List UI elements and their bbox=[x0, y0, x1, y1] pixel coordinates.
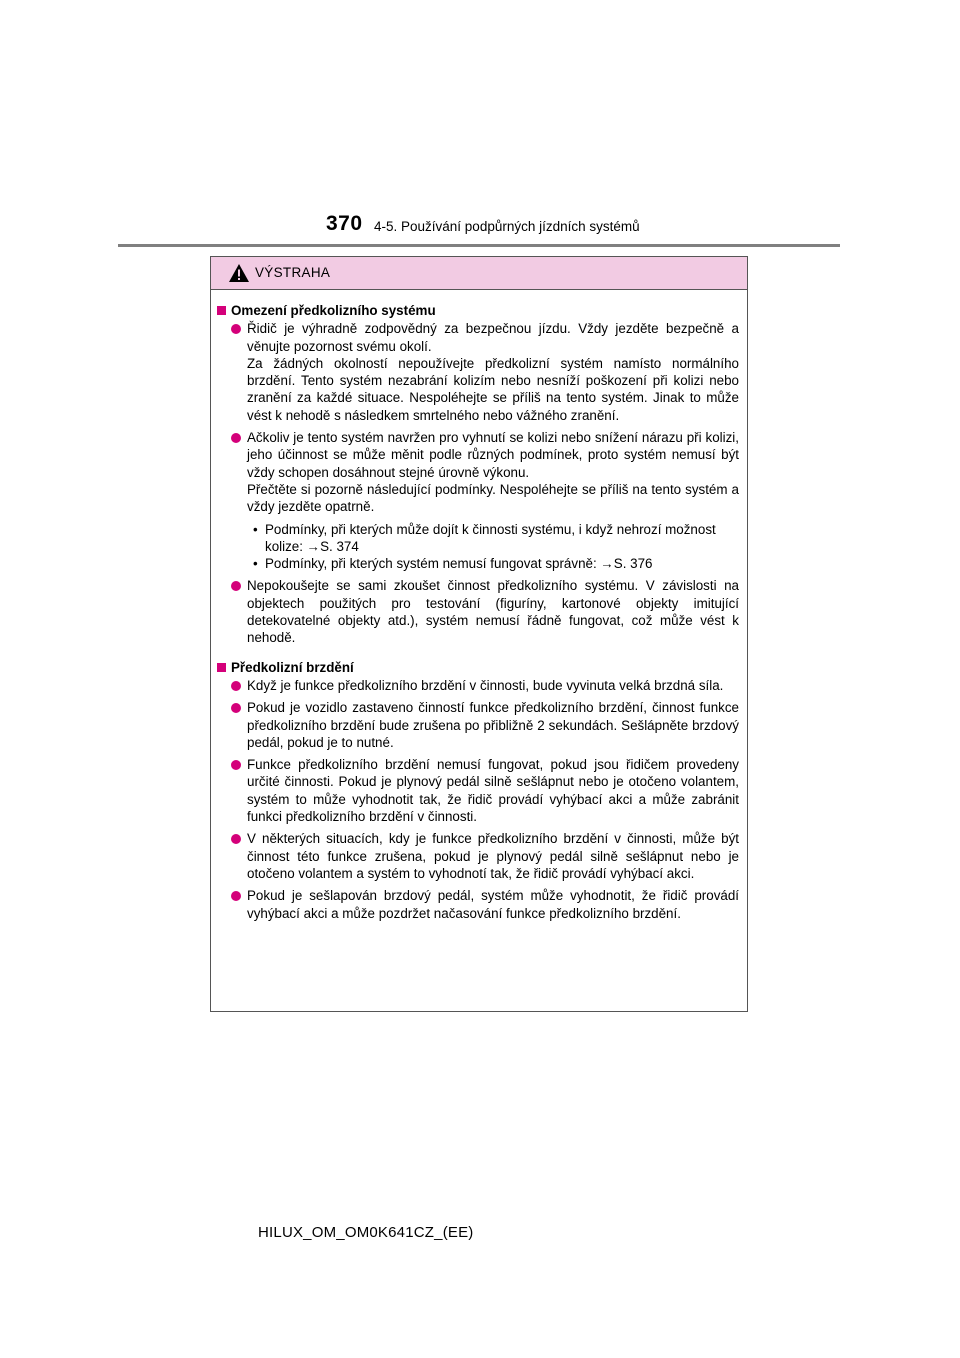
round-bullet-icon bbox=[231, 433, 241, 443]
sub-list-item: • Podmínky, při kterých systém nemusí fungovat správně: →S. 376 bbox=[253, 556, 653, 572]
round-bullet-icon bbox=[231, 581, 241, 591]
paragraph: V některých situacích, kdy je funkce předkolizního brzdění v činnosti, může být činnost této funkce zrušena, pokud je plynový pedál silně sešlápnut nebo je otočeno volantem a systém to vyhodnotí tak, že řidič provádí vyhýbací akci. bbox=[247, 831, 739, 881]
round-bullet-icon bbox=[231, 703, 241, 713]
round-bullet-icon bbox=[231, 681, 241, 691]
list-item bbox=[231, 756, 739, 825]
sub-list-item: • Podmínky, při kterých může dojít k činnosti systému, i když nehrozí možnost kolize: →S. 374 bbox=[253, 521, 739, 556]
chapter-title: 4-5. Používání podpůrných jízdních systémů bbox=[374, 219, 640, 234]
paragraph: Přečtěte si pozorně následující podmínky. Nespoléhejte se příliš na tento systém a vždy jezděte opatrně. bbox=[247, 481, 739, 515]
paragraph: Nepokoušejte se sami zkoušet činnost předkolizního systému. V závislosti na objektech použitých pro testování (figuríny, kartonové objekty imitující detekovatelné objekty atd.), systém nemusí řádně fungovat, což může vést k nehodě. bbox=[247, 578, 739, 646]
list-item bbox=[231, 830, 739, 882]
list-item bbox=[231, 320, 739, 424]
round-bullet-icon bbox=[231, 834, 241, 844]
document-code-footer: HILUX_OM_OM0K641CZ_(EE) bbox=[258, 1224, 474, 1241]
square-bullet-icon bbox=[217, 663, 226, 672]
warning-title: VÝSTRAHA bbox=[255, 265, 331, 280]
paragraph: Za žádných okolností nepoužívejte předkolizní systém namísto normálního brzdění. Tento systém nezabrání kolizím nebo nesníží poškození při kolizi nebo zranění za každé situace. Nespoléhejte se příliš na tento systém. Jinak to může vést k nehodě s následkem smrtelného nebo vážného zranění. bbox=[247, 355, 739, 423]
paragraph: Ačkoliv je tento systém navržen pro vyhnutí se kolizi nebo snížení nárazu při kolizi, jeho účinnost se může měnit podle různých podmínek, proto systém nemusí být vždy schopen dosáhnout stejné úrovně výkonu. bbox=[247, 430, 739, 480]
paragraph: Funkce předkolizního brzdění nemusí fungovat, pokud jsou řidičem provedeny určité činnosti. Pokud je plynový pedál silně sešlápnut nebo je otočeno volantem, systém to může vyhodnotit tak, že řidič provádí vyhýbací akci a může zabránit funkci předkolizního brzdění v činnosti. bbox=[247, 757, 739, 825]
warning-header bbox=[211, 257, 747, 290]
paragraph: Když je funkce předkolizního brzdění v činnosti, bude vyvinuta velká brzdná síla. bbox=[247, 677, 724, 693]
paragraph: Pokud je vozidlo zastaveno činností funkce předkolizního brzdění, činnost funkce předkolizního brzdění bude zrušena po přibližně 2 sekundách. Sešlápněte brzdový pedál, pokud je to nutné. bbox=[247, 700, 739, 750]
warning-box bbox=[210, 256, 748, 1012]
header-rule bbox=[118, 244, 840, 247]
paragraph: Pokud je sešlapován brzdový pedál, systém může vyhodnotit, že řidič provádí vyhýbací akci a může pozdržet načasování funkce předkolizního brzdění. bbox=[247, 888, 739, 921]
list-item bbox=[231, 699, 739, 751]
list-item bbox=[231, 577, 739, 646]
cross-reference-text: Podmínky, při kterých systém nemusí fungovat správně: →S. 376 bbox=[265, 556, 653, 572]
list-item bbox=[231, 887, 739, 922]
section-heading bbox=[217, 302, 739, 319]
list-item bbox=[231, 677, 739, 694]
round-bullet-icon bbox=[231, 760, 241, 770]
warning-triangle-icon bbox=[228, 263, 250, 283]
warning-body bbox=[211, 290, 747, 922]
section-heading-text: Omezení předkolizního systému bbox=[231, 303, 436, 318]
section-heading bbox=[217, 659, 739, 676]
round-bullet-icon bbox=[231, 891, 241, 901]
cross-reference-text: Podmínky, při kterých může dojít k činnosti systému, i když nehrozí možnost kolize: →S. 374 bbox=[265, 521, 716, 554]
paragraph: Řidič je výhradně zodpovědný za bezpečnou jízdu. Vždy jezděte bezpečně a věnujte pozornost svému okolí. bbox=[247, 321, 739, 354]
square-bullet-icon bbox=[217, 306, 226, 315]
page-number: 370 bbox=[326, 212, 363, 235]
list-item bbox=[231, 429, 739, 572]
section-heading-text: Předkolizní brzdění bbox=[231, 659, 354, 675]
round-bullet-icon bbox=[231, 324, 241, 334]
